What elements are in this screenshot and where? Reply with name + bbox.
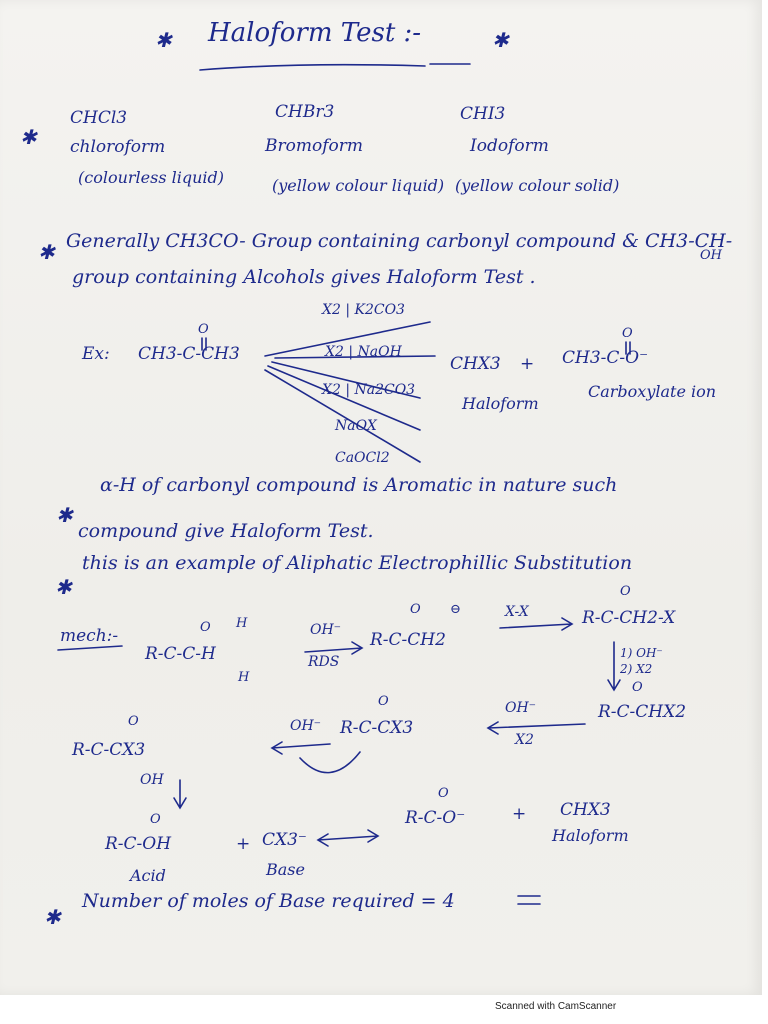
bromoform-formula: CHBr3 bbox=[275, 102, 335, 122]
arrow-down-2 bbox=[174, 780, 186, 808]
note-1-line-2: compound give Haloform Test. bbox=[78, 520, 374, 542]
arrow-to-trihalo bbox=[488, 722, 585, 734]
carboxylate-o: O bbox=[622, 326, 633, 341]
star-icon: ✱ bbox=[38, 240, 55, 264]
equilibrium-arrow bbox=[318, 830, 378, 846]
reagent-4: NaOX bbox=[335, 418, 377, 434]
mech-oh-x2-bottom: X2 bbox=[515, 732, 534, 748]
star-icon: ✱ bbox=[155, 28, 172, 52]
mech-step-2: 2) X2 bbox=[620, 662, 653, 676]
moles-line: Number of moles of Base required = 4 bbox=[82, 890, 455, 912]
carbonyl-o: O bbox=[198, 322, 209, 337]
haloform-product: CHX3 bbox=[450, 354, 501, 374]
arrow-oh-rds bbox=[305, 642, 362, 654]
mech-oh-top: OH⁻ bbox=[310, 622, 342, 638]
base-label: Base bbox=[266, 860, 305, 879]
mech-underline bbox=[58, 646, 122, 650]
note-2: this is an example of Aliphatic Electrophillic Substitution bbox=[82, 552, 633, 574]
carboxylate-product: CH3-C-O⁻ bbox=[562, 348, 649, 368]
chloroform-state: (colourless liquid) bbox=[78, 168, 225, 187]
curved-attack bbox=[300, 752, 360, 773]
arrow-down-1 bbox=[608, 642, 620, 690]
arrow-x-x bbox=[500, 618, 572, 630]
mech-x-x: X-X bbox=[505, 604, 529, 620]
iodoform-name: Iodoform bbox=[470, 136, 549, 156]
arrow-reagent-1 bbox=[265, 322, 430, 356]
mech-halo1-o: O bbox=[620, 584, 631, 599]
arrow-reagent-2 bbox=[275, 356, 435, 358]
mech-enolate-minus: ⊖ bbox=[450, 602, 461, 617]
mech-start-h-top: H bbox=[236, 616, 248, 631]
mech-acid-o: O bbox=[150, 812, 161, 827]
iodoform-state: (yellow colour solid) bbox=[455, 176, 620, 195]
mech-acid-plus: + bbox=[236, 834, 251, 854]
mech-tetra-oh: OH bbox=[140, 772, 164, 788]
mech-enolate: R-C-CH2 bbox=[370, 630, 446, 650]
mech-step-1: 1) OH⁻ bbox=[620, 646, 663, 660]
chloroform-name: chloroform bbox=[70, 137, 166, 157]
bromoform-name: Bromoform bbox=[265, 136, 363, 156]
scanner-footer bbox=[0, 996, 768, 1024]
haloform-final-label: Haloform bbox=[552, 826, 629, 845]
title-underline bbox=[200, 65, 425, 70]
general-oh: OH bbox=[700, 248, 722, 263]
example-label: Ex: bbox=[82, 344, 110, 364]
mech-label: mech:- bbox=[60, 626, 119, 646]
arrow-reagent-5 bbox=[265, 370, 420, 462]
star-icon: ✱ bbox=[20, 125, 37, 149]
arrow-reagent-4 bbox=[268, 366, 420, 430]
mech-dihalo: R-C-CHX2 bbox=[598, 702, 687, 722]
reactant: CH3-C-CH3 bbox=[138, 344, 240, 364]
mech-acid: R-C-OH bbox=[105, 834, 172, 854]
mech-trihalo-o: O bbox=[378, 694, 389, 709]
note-1-line-1: α-H of carbonyl compound is Aromatic in nature such bbox=[100, 474, 618, 496]
mech-trihalo: R-C-CX3 bbox=[340, 718, 414, 738]
reagent-1: X2 | K2CO3 bbox=[322, 302, 405, 318]
reagent-5: CaOCl2 bbox=[335, 450, 390, 466]
mech-carboxylate-final: R-C-O⁻ bbox=[405, 808, 466, 828]
general-line-1: Generally CH3CO- Group containing carbonyl compound & CH3-CH- bbox=[66, 230, 733, 252]
reagent-2: X2 | NaOH bbox=[325, 344, 402, 360]
mech-halo1: R-C-CH2-X bbox=[582, 608, 676, 628]
mech-oh-x2-top: OH⁻ bbox=[505, 700, 537, 716]
mech-start-h-bottom: H bbox=[238, 670, 250, 685]
mech-oh-attack: OH⁻ bbox=[290, 718, 322, 734]
mech-carboxylate-final-o: O bbox=[438, 786, 449, 801]
reagent-3: X2 | Na2CO3 bbox=[322, 382, 416, 398]
star-icon: ✱ bbox=[55, 575, 72, 599]
iodoform-formula: CHI3 bbox=[460, 104, 506, 124]
general-line-2: group containing Alcohols gives Haloform Test . bbox=[72, 266, 536, 288]
haloform-label: Haloform bbox=[462, 394, 539, 413]
mech-final-plus: + bbox=[512, 804, 527, 824]
mech-dihalo-o: O bbox=[632, 680, 643, 695]
mech-haloform-final: CHX3 bbox=[560, 800, 611, 820]
mech-tetra-o: O bbox=[128, 714, 139, 729]
star-icon: ✱ bbox=[492, 28, 509, 52]
mech-rds: RDS bbox=[308, 654, 340, 670]
footer-text: Scanned with CamScanner bbox=[495, 1001, 617, 1012]
star-icon: ✱ bbox=[56, 503, 73, 527]
chloroform-formula: CHCl3 bbox=[70, 108, 128, 128]
mech-start: R-C-C-H bbox=[145, 644, 216, 664]
page-title: Haloform Test :- bbox=[208, 18, 422, 48]
star-icon: ✱ bbox=[44, 905, 61, 929]
mech-start-o: O bbox=[200, 620, 211, 635]
arrow-to-tetra bbox=[272, 742, 330, 754]
mech-tetra: R-C-CX3 bbox=[72, 740, 146, 760]
acid-label: Acid bbox=[130, 866, 166, 885]
bromoform-state: (yellow colour liquid) bbox=[272, 176, 445, 195]
plus-sign: + bbox=[520, 354, 535, 374]
mech-enolate-o: O bbox=[410, 602, 421, 617]
carboxylate-label: Carboxylate ion bbox=[588, 382, 717, 401]
arrow-reagent-3 bbox=[272, 362, 420, 398]
mech-carbanion: CX3⁻ bbox=[262, 830, 307, 850]
